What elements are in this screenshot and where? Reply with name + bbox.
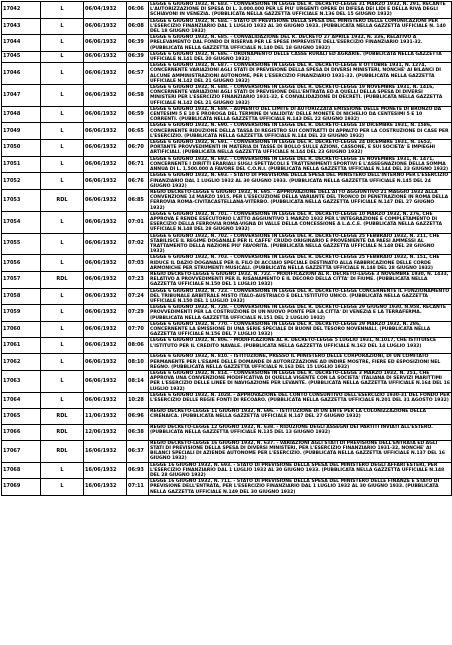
- record-number: 17047: [2, 85, 41, 107]
- act-type: L: [41, 371, 84, 393]
- act-type: L: [41, 354, 84, 371]
- record-number: 17049: [2, 123, 41, 140]
- act-date: 06/06/1932: [84, 156, 127, 173]
- act-type: L: [41, 2, 84, 19]
- page-ref: 06:38: [127, 424, 149, 440]
- page-ref: 10:28: [127, 392, 149, 408]
- act-date: 16/06/1932: [84, 440, 127, 462]
- act-type: L: [41, 35, 84, 52]
- table-row: [2, 440, 452, 462]
- table-row: [2, 63, 452, 85]
- legislation-table: [1, 1, 452, 496]
- page-ref: 06:70: [127, 140, 149, 157]
- table-row: [2, 51, 452, 62]
- act-type: RDL: [41, 408, 84, 424]
- act-description: LEGGE 6 GIUGNO 1932, N. 691. - CONVERSIONE IN LEGGE DEL R. DECRETO-LEGGE 24 DICEMBRE 1931, N. 1652, PORTANTE PROVVEDIMENTI IN MATERIA DI TASSE DI BOLLO SULLE AZIONI, CASSONE, E SUI SOCIETA' E IMPIEGHI ARTIFICIALI. (PUBBLICATA NELLA GAZZETTA UFFICIALE N.144 DEL 23 GIUGNO 1932): [149, 140, 452, 157]
- act-date: 06/06/1932: [84, 354, 127, 371]
- act-description: LEGGE 6 GIUGNO 1932, N. 806. - MODIFICAZIONE AL R. DECRETO-LEGGE 5 LUGLIO 1931, N.1017, CHE ISTITUISCE L'ISTITUTO PER IL CREDITO NAVALE. (PUBBLICATA NELLA GAZZETTA UFFICIALE N.162 DEL 14 LUGLIO 1932): [149, 338, 452, 354]
- table-row: [2, 424, 452, 440]
- page-ref: 07:24: [127, 288, 149, 305]
- act-date: 06/06/1932: [84, 189, 127, 211]
- act-description: LEGGE 6 GIUGNO 1932, N. 703. - CONVERSIONE IN LEGGE DEL R. DECRETO-LEGGE 25 FEBBRAIO 1932, N. 151, CHE RIDUCE IL DAZIO DOGANALE PER IL FILO DI ACCIAIO SPECIALE DESTINATO ALLA FABBRICAZIONE DELLE CORDE ARMONICHE PER STRUMENTI MUSICALI. (PUBBLICATA NELLA GAZZETTA UFFICIALE N.148 DEL 28 GIUGNO 1932): [149, 255, 452, 272]
- page-ref: 07:11: [127, 479, 149, 496]
- act-date: 06/06/1932: [84, 140, 127, 157]
- table-row: [2, 123, 452, 140]
- act-date: 06/06/1932: [84, 211, 127, 233]
- record-number: 17046: [2, 63, 41, 85]
- act-date: 06/06/1932: [84, 35, 127, 52]
- act-date: 16/06/1932: [84, 479, 127, 496]
- record-number: 17056: [2, 255, 41, 272]
- act-description: LEGGE 6 GIUGNO 1932, N. 814. - CONVERSIONE IN LEGGE DEL R. DECRETO-LEGGE 3 MARZO 1932, N. 251, CHE APPROVA UNA CONVENZIONE MODIFICATIVA DI QUELLA VIGENTE CON LA SOCIETA' ITALIANA DI SERVIZI MARITTIMI PER L'ESERCIZIO DELLE LINEE DI NAVIGAZIONE PER LEVANTE. (PUBBLICATA NELLA GAZZETTA UFFICIALE N.164 DEL 16 LUGLIO 1932): [150, 371, 450, 392]
- act-description: LEGGE 6 GIUGNO 1932, N. 684. - STATO DI PREVISIONE DELLA SPESA DEL MINISTERO DELLE COMUNICAZIONI PER L'ESERCIZIO FINANZIARIO DAL 1 LUGLIO 1932 AL 30 GIUGNO 1933. (PUBBLICATA NELLA GAZZETTA UFFICIALE N. 140 DEL 18 GIUGNO 1932): [149, 18, 452, 35]
- table-row: [2, 85, 452, 107]
- record-number: 17061: [2, 338, 41, 354]
- act-date: 06/06/1932: [84, 338, 127, 354]
- table-row: [2, 211, 452, 233]
- table-row: [2, 288, 452, 305]
- record-number: 17052: [2, 173, 41, 190]
- act-date: 16/06/1932: [84, 462, 127, 479]
- record-number: 17065: [2, 408, 41, 424]
- page-ref: 06:58: [127, 85, 149, 107]
- act-description: LEGGE 6 GIUGNO 1932, N. 683. - CONVERSIONE IN LEGGE DEL R. DECRETO-LEGGE 31 MARZO 1932, N. 291, RECANTE L'AUTORIZZAZIONE DI SPESA DI L. 3.000.000 PER LE PIU' URGENTI OPERE DI DIFESA DEI LIDI E DELLA RIVA DEGLI SCHIAVONI IN VENEZIA. (PUBBLICATA NELLA GAZZETTA UFFICIALE N.136 DEL 15 GIUGNO 1932): [149, 2, 452, 19]
- act-type: L: [41, 173, 84, 190]
- page-ref: 07:29: [127, 305, 149, 322]
- page-ref: 06:65: [127, 123, 149, 140]
- act-description: LEGGE 6 GIUGNO 1932, N. 1028. - APPROVAZIONE DEL CONTO CONSUNTIVO DELL'ESERCIZIO 1930-31 DEL FONDO PER L'ESERCIZIO DELLE REGIE FONTI DI RECOARO. (PUBBLICATA NELLA GAZZETTA UFFICIALE N.201 DEL 31 AGOSTO 1932): [149, 392, 452, 408]
- act-description: LEGGE 6 GIUGNO 1932, N. 723. - CONVERSIONE IN LEGGE DEL R. DECRETO-LEGGE CONCERNENTE IL FUNZIONAMENTO DEL TRIBUNALE ARBITRALE MISTO ITALO-AUSTRIACO E DELL'ISTITUTO UNICO. (PUBBLICATA NELLA GAZZETTA UFFICIALE N.150 DEL 1 LUGLIO 1932): [149, 288, 452, 305]
- act-date: 06/04/1932: [84, 2, 127, 19]
- record-number: 17053: [2, 189, 41, 211]
- act-description: LEGGE 6 GIUGNO 1932, N. 702. - CONVERSIONE IN LEGGE DEL R. DECRETO-LEGGE 25 FEBBRAIO 1932, N. 211, CHE STABILISCE IL REGIME DOGANALE PER IL CAFFE' CRUDO ORIGINARIO E PROVENIENTE DA PAESI AMMESSI AL TRATTAMENTO DELLA NAZIONE PIU' FAVORITA. (PUBBLICATA NELLA GAZZETTA UFFICIALE N.148 DEL 28 GIUGNO 1932): [149, 233, 452, 255]
- page-ref: 06:93: [127, 462, 149, 479]
- act-type: L: [41, 18, 84, 35]
- act-date: 06/06/1932: [84, 85, 127, 107]
- page-ref: 06:85: [127, 189, 149, 211]
- act-description: LEGGE 16 GIUGNO 1932, N. 711. - STATO DI PREVISIONE DELLA SPESA DEL MINISTERO DELLE FINANZE E STATO DI PREVISIONE DELL'ENTRATA, PER L'ESERCIZIO FINANZIARIO DAL 1 LUGLIO 1932 AL 30 GIUGNO 1933. (PUBBLICATA NELLA GAZZETTA UFFICIALE N.149 DEL 30 GIUGNO 1932): [149, 479, 452, 496]
- record-number: 17062: [2, 354, 41, 371]
- act-type: RDL: [41, 189, 84, 211]
- act-type: L: [41, 321, 84, 338]
- table-row: [2, 35, 452, 52]
- act-type: RDL: [41, 440, 84, 462]
- record-number: 17060: [2, 321, 41, 338]
- act-date: 06/06/1932: [84, 305, 127, 322]
- act-type: L: [41, 156, 84, 173]
- table-row: [2, 271, 452, 288]
- act-description: LEGGE 6 GIUGNO 1932, N. 690. - CONVERSIONE IN LEGGE DEL R. DECRETO-LEGGE 18 DICEMBRE 1931, N. 1586, CONCERNENTE RIDUZIONE DELLA TASSA DI REGISTRO SUI CONTRATTI DI APPALTO PER LA COSTRUZIONE DI CASE PER L'ESERCIZIO. (PUBBLICATA NELLA GAZZETTA UFFICIALE N.144 DEL 23 GIUGNO 1932): [149, 123, 452, 140]
- page-ref: 06:39: [127, 35, 149, 52]
- act-type: L: [41, 462, 84, 479]
- record-number: 17057: [2, 271, 41, 288]
- record-number: 17068: [2, 462, 41, 479]
- table-row: [2, 156, 452, 173]
- table-row: [2, 255, 452, 272]
- act-description: LEGGE 6 GIUGNO 1932, N. 701. - CONVERSIONE IN LEGGE DEL R. DECRETO-LEGGE 10 MARZO 1932, N. 276, CHE APPROVA E RENDE ESECUTORIO L'ATTO AGGIUNTIVO 1 MARZO 1932 PER L'INTEGRAZIONE E COMPLETAMENTO DI ESERCIZIO DELLA FERROVIA ROMA-VIGNA DI VALLE DELLA CONCESSIONE A L.A.C.E. (PUBBLICATA NELLA GAZZETTA UFFICIALE N.148 DEL 28 GIUGNO 1932): [149, 211, 452, 233]
- table-row: [2, 371, 452, 393]
- table-row: [2, 479, 452, 496]
- table-row: [2, 462, 452, 479]
- act-date: 06/06/1932: [84, 173, 127, 190]
- table-row: [2, 189, 452, 211]
- record-number: 17063: [2, 371, 41, 393]
- record-number: 17044: [2, 35, 41, 52]
- act-description: LEGGE 6 GIUGNO 1932, N. 693. - STATO DI PREVISIONE DELLA SPESA DEL MINISTERO DELL'INTERNO PER L'ESERCIZIO FINANZIARIO DAL 1 LUGLIO 1932 AL 30 GIUGNO 1933. (PUBBLICATA NELLA GAZZETTA UFFICIALE N.145 DEL 24 GIUGNO 1932): [149, 173, 452, 190]
- act-date: 06/06/1932: [84, 123, 127, 140]
- page-ref: 06:57: [127, 63, 149, 85]
- act-description: LEGGE 16 GIUGNO 1932, N. 693. - STATO DI PREVISIONE DELLA SPESA DEL MINISTERO DEGLI AFFARI ESTERI, PER L'ESERCIZIO FINANZIARIO DAL 1 LUGLIO 1932 AL 30 GIUGNO 1933. (PUBBLICATA NELLA GAZZETTA UFFICIALE N.148 DEL 28 GIUGNO 1932): [149, 462, 452, 479]
- record-number: 17042: [2, 2, 41, 19]
- page-ref: 08:10: [127, 354, 149, 371]
- act-description: LEGGE 6 GIUGNO 1932, N. 692. - CONVERSIONE IN LEGGE DEL R. DECRETO-LEGGE 16 NOVEMBRE 1931, N. 1471, CONCERNENTE I DIRITTI ERARIALI SUGLI SPETTACOLI E TRATTENIMENTI SPORTIVI E L'ASSEGNAZIONE DELLA SOMMA ANNUA DI L. 1.500.000 A FAVORE DEL C.O.N.I. (PUBBLICATA NELLA GAZZETTA UFFICIALE N.144 DEL 23 GIUGNO 1932): [149, 156, 452, 173]
- act-type: L: [41, 233, 84, 255]
- act-type: L: [41, 85, 84, 107]
- record-number: 17055: [2, 233, 41, 255]
- page-ref: 08:14: [127, 371, 149, 393]
- table-row: [2, 18, 452, 35]
- page-ref: 07:70: [127, 321, 149, 338]
- record-number: 17045: [2, 51, 41, 62]
- table-row: [2, 233, 452, 255]
- act-description: LEGGE 6 GIUGNO 1932, N. 686. - ORDINAMENTO DELLE CASSE RURALI ED AGRARIE. (PUBBLICATA NELLA GAZZETTA UFFICIALE N.141 DEL 20 GIUGNO 1932): [149, 51, 452, 62]
- record-number: 17054: [2, 211, 41, 233]
- act-date: 11/06/1932: [84, 408, 127, 424]
- act-type: L: [41, 255, 84, 272]
- act-date: 06/06/1932: [84, 371, 127, 393]
- record-number: 17064: [2, 392, 41, 408]
- table-row: [2, 106, 452, 123]
- act-type: L: [41, 106, 84, 123]
- act-type: L: [41, 211, 84, 233]
- act-type: L: [41, 51, 84, 62]
- act-date: 06/06/1932: [84, 18, 127, 35]
- table-row: [2, 321, 452, 338]
- table-row: [2, 305, 452, 322]
- table-row: [2, 173, 452, 190]
- page-ref: 07:03: [127, 255, 149, 272]
- act-description: LEGGE 6 GIUGNO 1932, N. 688. - CONVERSIONE IN LEGGE DEL R. DECRETO-LEGGE 19 NOVEMBRE 1931, N. 1416, CONCERNENTE VARIAZIONI AGLI STATI DI PREVISIONE DELL'ENTRATA ED A QUELLI DELLA SPESA DI DIVERSI MINISTERI PER L'ESERCIZIO FINANZIARIO 1931-32, E CONVALIDAZIONE DI DECRETI. (PUBBLICATA NELLA GAZZETTA UFFICIALE N.142 DEL 21 GIUGNO 1932): [149, 85, 452, 107]
- record-number: 17058: [2, 288, 41, 305]
- act-date: 06/06/1932: [84, 106, 127, 123]
- act-description: LEGGE 6 GIUGNO 1932, N. 689. - AUMENTO DEL LIMITE DI AUTORIZZATA EMISSIONE DELLE MONETE DI BRONZO DA CENTESIMI 5 E 10 E PROROGA DEL TERMINE DI VALIDITA' DELLE MONETE DI NICHELIO DA CENTESIMI 5 E 10 CORRENTI. (PUBBLICATA NELLA GAZZETTA UFFICIALE N.143 DEL 22 GIUGNO 1932): [149, 106, 452, 123]
- act-date: 06/06/1932: [84, 321, 127, 338]
- act-date: 06/06/1932: [84, 288, 127, 305]
- record-number: 17059: [2, 305, 41, 322]
- act-date: 06/06/1932: [84, 233, 127, 255]
- act-type: L: [41, 479, 84, 496]
- act-description: REGIO DECRETO-LEGGE 12 GIUGNO 1932, N. 638. - RIDUZIONE DEGLI ASSEGNI DEI PARTITI INVIATI ALL'ESTERO. (PUBBLICATA NELLA GAZZETTA UFFICIALE N.135 DEL 13 GIUGNO 1932): [149, 424, 452, 440]
- record-number: 17050: [2, 140, 41, 157]
- record-number: 17051: [2, 156, 41, 173]
- act-description: REGIO DECRETO-LEGGE 6 GIUGNO 1932, N. 722. - MODIFICAZIONI AL R. DECRETO-LEGGE 3 NOVEMBRE 1930, N. 1433, RELATIVO A PROVVEDIMENTI PER IL RISANAMENTO E IL DECORO DELLA CITTA' DI FIUME. (PUBBLICATA NELLA GAZZETTA UFFICIALE N.150 DEL 1 LUGLIO 1932): [149, 271, 452, 288]
- act-type: L: [41, 63, 84, 85]
- act-type: L: [41, 392, 84, 408]
- page-ref: 06:06: [127, 2, 149, 19]
- page-ref: 06:71: [127, 156, 149, 173]
- page-ref: 08:06: [127, 338, 149, 354]
- page-ref: 06:08: [127, 18, 149, 35]
- record-number: 17043: [2, 18, 41, 35]
- act-type: L: [41, 288, 84, 305]
- record-number: 17066: [2, 424, 41, 440]
- page-ref: 07:01: [127, 211, 149, 233]
- table-row: [2, 2, 452, 19]
- table-row: [2, 392, 452, 408]
- page-ref: 06:39: [127, 51, 149, 62]
- act-date: 06/06/1932: [84, 271, 127, 288]
- act-type: L: [41, 140, 84, 157]
- act-description: REGIO DECRETO-LEGGE 6 GIUGNO 1932, N. 695. - APPROVAZIONE DELL'ATTO AGGIUNTIVO 21 MAGGIO 1932 ALLA CONVENZIONE 14 MARZO 1915, PER L'ESECUZIONE DELLA VARIANTE DEL TRONCO DI PENETRAZIONE IN ROMA DELLA FERROVIA ROMA-CIVITACASTELLANA-VITERBO. (PUBBLICATA NELLA GAZZETTA UFFICIALE N.147 DEL 27 GIUGNO 1932): [149, 189, 452, 211]
- table-body: [2, 2, 452, 496]
- page-ref: 06:59: [127, 106, 149, 123]
- act-date: 06/06/1932: [84, 255, 127, 272]
- act-type: L: [41, 338, 84, 354]
- page-ref: 06:37: [127, 440, 149, 462]
- record-number: 17069: [2, 479, 41, 496]
- page-ref: 07:23: [127, 271, 149, 288]
- page-ref: 07:02: [127, 233, 149, 255]
- act-description: LEGGE 6 GIUGNO 1932, N. 810. - ISTITUZIONE, PRESSO IL MINISTERO DELLE CORPORAZIONI, DI UN COMITATO PERMANENTE PER L'ESAME DELLE DOMANDE DI AUTORIZZAZIONE AD INDIRE MOSTRE, FIERE ED ESPOSIZIONI NEL REGNO. (PUBBLICATA NELLA GAZZETTA UFFICIALE N.163 DEL 15 LUGLIO 1932): [149, 354, 452, 371]
- table-row: [2, 338, 452, 354]
- act-description: LEGGE 6 GIUGNO 1932, N. 685. - CONVALIDAZIONE DEL R. DECRETO 27 APRILE 1932, N. 336, RELATIVO A PRELEVAMENTO DAL FONDO DI RISERVA PER LE SPESE IMPREVISTE DELL'ESERCIZIO FINANZIARIO 1931-32. (PUBBLICATA NELLA GAZZETTA UFFICIALE N.140 DEL 18 GIUGNO 1932): [149, 35, 452, 52]
- act-date: 06/06/1932: [84, 51, 127, 62]
- page-ref: 06:76: [127, 173, 149, 190]
- act-description: REGIO DECRETO-LEGGE 16 GIUGNO 1932, N. 637. - VARIAZIONI AGLI STATI DI PREVISIONE DELL'ENTRATA ED AGLI STATI DI PREVISIONE DELLA SPESA DI DIVERSI MINISTERI, PER L'ESERCIZIO FINANZIARIO 1931-32, NONCHE' AI BILANCI SPECIALI DI AZIENDE AUTONOME PER L'ESERCIZIO. (PUBBLICATA NELLA GAZZETTA UFFICIALE N.137 DEL 16 GIUGNO 1932): [149, 440, 452, 462]
- act-type: L: [41, 305, 84, 322]
- record-number: 17048: [2, 106, 41, 123]
- act-description: LEGGE 6 GIUGNO 1932, N. 770. - CONVERSIONE IN LEGGE DEL R. DECRETO-LEGGE 29 MARZO 1932, N. 286, CONCERNENTE LA EMISSIONE DI UNA SERIE SPECIALE DI BUONI DEL TESORO NOVENNALI. (PUBBLICATA NELLA GAZZETTA UFFICIALE N.156 DEL 7 LUGLIO 1932): [149, 321, 452, 338]
- table-row: [2, 140, 452, 157]
- act-description: REGIO DECRETO-LEGGE 11 GIUGNO 1932, N. 696. - ISTITUZIONE DI UN ENTE PER LA COLONIZZAZIONE DELLA CIRENAICA. (PUBBLICATA NELLA GAZZETTA UFFICIALE N.147 DEL 27 GIUGNO 1932): [149, 408, 452, 424]
- act-date: 12/06/1932: [84, 424, 127, 440]
- act-type: L: [41, 123, 84, 140]
- record-number: 17067: [2, 440, 41, 462]
- act-date: 06/06/1932: [84, 392, 127, 408]
- act-description: LEGGE 6 GIUGNO 1932, N. 728. - CONVERSIONE IN LEGGE DEL R. DECRETO-LEGGE 29 GIUGNO 1930, N.958, RECANTE PROVVEDIMENTI PER LA COSTRUZIONE DI UN NUOVO PONTE PER LA CITTA' DI VENEZIA E LA TERRAFERMA. (PUBBLICATA NELLA GAZZETTA UFFICIALE N.151 DEL 2 LUGLIO 1932): [149, 305, 452, 322]
- act-type: RDL: [41, 271, 84, 288]
- page-ref: 06:96: [127, 408, 149, 424]
- table-row: [2, 408, 452, 424]
- act-description: LEGGE 6 GIUGNO 1932, N. 687. - CONVERSIONE IN LEGGE DEL R. DECRETO-LEGGE 8 OTTOBRE 1931, N. 1274, CONCERNENTE VARIAZIONI AGLI STATI DI PREVISIONE DELLA SPESA DI DIVERSI MINISTERI, NONCHE' AI BILANCI DI ALCUNE AMMINISTRAZIONI AUTONOME, PER L'ESERCIZIO FINANZIARIO 1931-32. (PUBBLICATA NELLA GAZZETTA UFFICIALE N.142 DEL 21 GIUGNO 1932): [149, 63, 452, 85]
- act-date: 06/06/1932: [84, 63, 127, 85]
- act-type: RDL: [41, 424, 84, 440]
- table-row: [2, 354, 452, 371]
